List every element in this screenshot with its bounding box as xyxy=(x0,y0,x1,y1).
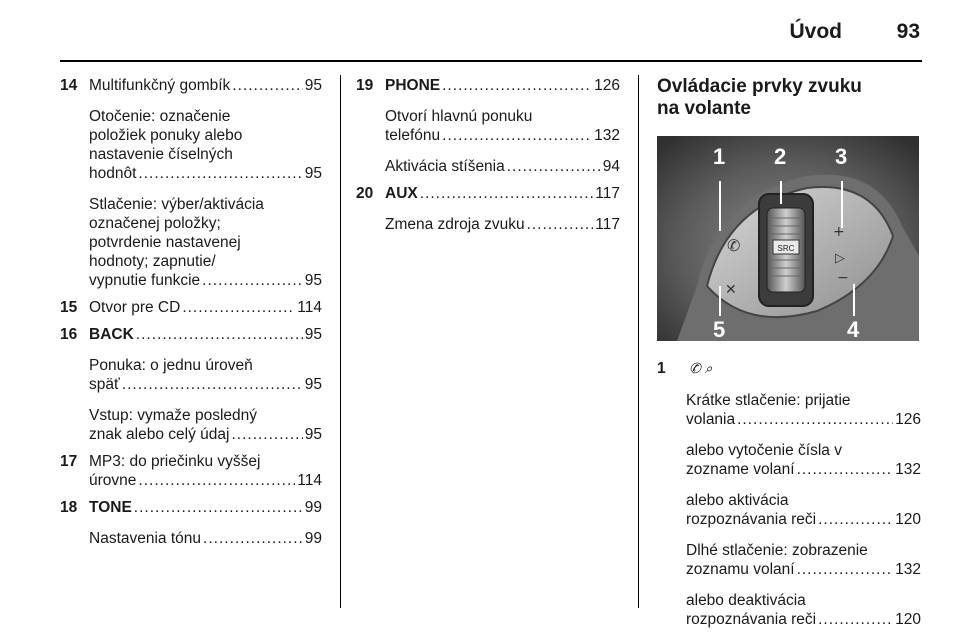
page-ref: 117 xyxy=(595,185,620,202)
dot-leader xyxy=(507,157,601,176)
entry-text: alebo deaktivácia xyxy=(686,592,806,609)
page-ref: 120 xyxy=(895,611,921,628)
entry-text: hodnoty; zapnutie/ xyxy=(89,253,216,270)
item-number: 14 xyxy=(60,77,78,94)
dot-leader xyxy=(182,298,295,317)
index-entry xyxy=(60,76,322,95)
entry-label: rozpoznávania reči xyxy=(686,611,817,628)
index-entry xyxy=(356,184,620,203)
dot-leader xyxy=(737,410,893,429)
entry-label: úrovne xyxy=(89,472,137,489)
page-ref: 132 xyxy=(594,127,620,144)
page-ref: 94 xyxy=(602,158,620,175)
dot-leader xyxy=(231,425,302,444)
dot-leader xyxy=(232,76,302,95)
entry-label: rozpoznávania reči xyxy=(686,511,817,528)
entry-label: späť xyxy=(89,376,120,393)
index-subentry xyxy=(356,215,620,234)
item-number: 1 xyxy=(657,360,666,377)
entry-text: Vstup: vymaže posledný xyxy=(89,407,258,424)
page-ref: 117 xyxy=(595,216,620,233)
entry-text: MP3: do priečinku vyššej xyxy=(89,453,261,470)
item-number: 15 xyxy=(60,299,78,316)
column-divider xyxy=(638,75,639,608)
entry-label: BACK xyxy=(89,326,134,343)
entry-text: potvrdenie nastavenej xyxy=(89,234,241,251)
dot-leader xyxy=(442,126,592,145)
section-title: Ovládacie prvky zvuku na volante xyxy=(657,76,862,119)
plus-icon: + xyxy=(833,224,845,240)
item-number: 19 xyxy=(356,77,374,94)
item-number: 17 xyxy=(60,453,78,470)
entry-text: Dlhé stlačenie: zobrazenie xyxy=(686,542,868,559)
page-ref: 95 xyxy=(304,272,322,289)
column-1 xyxy=(60,70,322,548)
entry-label: znak alebo celý údaj xyxy=(89,426,230,443)
entry-label: volania xyxy=(686,411,736,428)
index-entry xyxy=(60,452,322,490)
item-heading xyxy=(657,357,921,379)
entry-text: Otvorí hlavnú ponuku xyxy=(385,108,533,125)
page-ref: 114 xyxy=(297,299,322,316)
dot-leader xyxy=(818,610,893,629)
entry-text: Otočenie: označenie xyxy=(89,108,231,125)
column-divider xyxy=(340,75,341,608)
callout-label: 5 xyxy=(713,317,726,341)
entry-label: Aktivácia stíšenia xyxy=(385,158,505,175)
index-subentry xyxy=(60,107,322,183)
index-subentry xyxy=(657,591,921,629)
page-ref: 95 xyxy=(304,326,322,343)
dot-leader xyxy=(818,510,893,529)
dot-leader xyxy=(797,460,894,479)
index-entry xyxy=(60,298,322,317)
callout-label: 2 xyxy=(774,144,787,169)
entry-label: Zmena zdroja zvuku xyxy=(385,216,525,233)
entry-label: AUX xyxy=(385,185,418,202)
index-subentry xyxy=(657,541,921,579)
page-ref: 126 xyxy=(895,411,921,428)
index-subentry xyxy=(60,529,322,548)
entry-text: Ponuka: o jednu úroveň xyxy=(89,357,253,374)
entry-label: zoznamu volaní xyxy=(686,561,795,578)
dot-leader xyxy=(138,471,295,490)
index-subentry xyxy=(60,356,322,394)
index-subentry xyxy=(657,441,921,479)
dot-leader xyxy=(202,271,303,290)
minus-icon: − xyxy=(837,270,849,286)
entry-label: zozname volaní xyxy=(686,461,795,478)
callout-label: 3 xyxy=(835,144,848,169)
index-subentry xyxy=(60,195,322,290)
entry-text: položiek ponuky alebo xyxy=(89,127,243,144)
dot-leader xyxy=(442,76,592,95)
page-number: 93 xyxy=(896,20,920,43)
page-title: Úvod xyxy=(789,20,842,43)
dot-leader xyxy=(527,215,594,234)
index-subentry xyxy=(356,107,620,145)
dot-leader xyxy=(136,325,303,344)
phone-voice-icon: ✆ ⌕ xyxy=(689,360,713,376)
entry-label: Otvor pre CD xyxy=(89,299,181,316)
column-3 xyxy=(657,70,921,629)
page-ref: 95 xyxy=(304,426,322,443)
callout-label: 1 xyxy=(713,144,726,169)
item-number: 18 xyxy=(60,499,78,516)
entry-text: alebo vytočenie čísla v xyxy=(686,442,842,459)
dot-leader xyxy=(203,529,303,548)
page-ref: 95 xyxy=(304,165,322,182)
column-2 xyxy=(356,70,620,234)
page-ref: 132 xyxy=(895,561,921,578)
page-ref: 132 xyxy=(895,461,921,478)
index-subentry xyxy=(657,491,921,529)
entry-label: hodnôt xyxy=(89,165,137,182)
page-ref: 99 xyxy=(304,499,322,516)
dot-leader xyxy=(138,164,302,183)
entry-text: označenej položky; xyxy=(89,215,221,232)
page-ref: 120 xyxy=(895,511,921,528)
entry-text: alebo aktivácia xyxy=(686,492,789,509)
phone-icon: ✆ xyxy=(727,236,741,255)
index-entry xyxy=(60,325,322,344)
callout-label: 4 xyxy=(847,317,860,341)
entry-label: Nastavenia tónu xyxy=(89,530,202,547)
page-ref: 99 xyxy=(304,530,322,547)
entry-label: PHONE xyxy=(385,77,441,94)
steering-wheel-controls-photo xyxy=(657,136,919,341)
dot-leader xyxy=(122,375,303,394)
entry-label: TONE xyxy=(89,499,132,516)
page-ref: 95 xyxy=(304,77,322,94)
next-icon: ▷ xyxy=(835,251,845,266)
index-subentry xyxy=(356,157,620,176)
page-header xyxy=(60,0,922,62)
steering-wheel-illustration xyxy=(657,136,919,341)
page-ref: 126 xyxy=(594,77,620,94)
item-number: 16 xyxy=(60,326,78,343)
page-ref: 95 xyxy=(304,376,322,393)
entry-text: Stlačenie: výber/aktivácia xyxy=(89,196,264,213)
item-number: 20 xyxy=(356,185,374,202)
dot-leader xyxy=(134,498,303,517)
entry-label: Multifunkčný gombík xyxy=(89,77,231,94)
entry-text: nastavenie číselných xyxy=(89,146,233,163)
dot-leader xyxy=(420,184,594,203)
index-entry xyxy=(60,498,322,517)
entry-label: telefónu xyxy=(385,127,441,144)
entry-text: Krátke stlačenie: prijatie xyxy=(686,392,851,409)
dot-leader xyxy=(797,560,894,579)
index-subentry xyxy=(60,406,322,444)
index-entry xyxy=(356,76,620,95)
index-subentry xyxy=(657,391,921,429)
mute-icon: ✕ xyxy=(725,282,737,298)
page-ref: 114 xyxy=(297,472,322,489)
src-label: SRC xyxy=(777,244,795,253)
entry-label: vypnutie funkcie xyxy=(89,272,201,289)
